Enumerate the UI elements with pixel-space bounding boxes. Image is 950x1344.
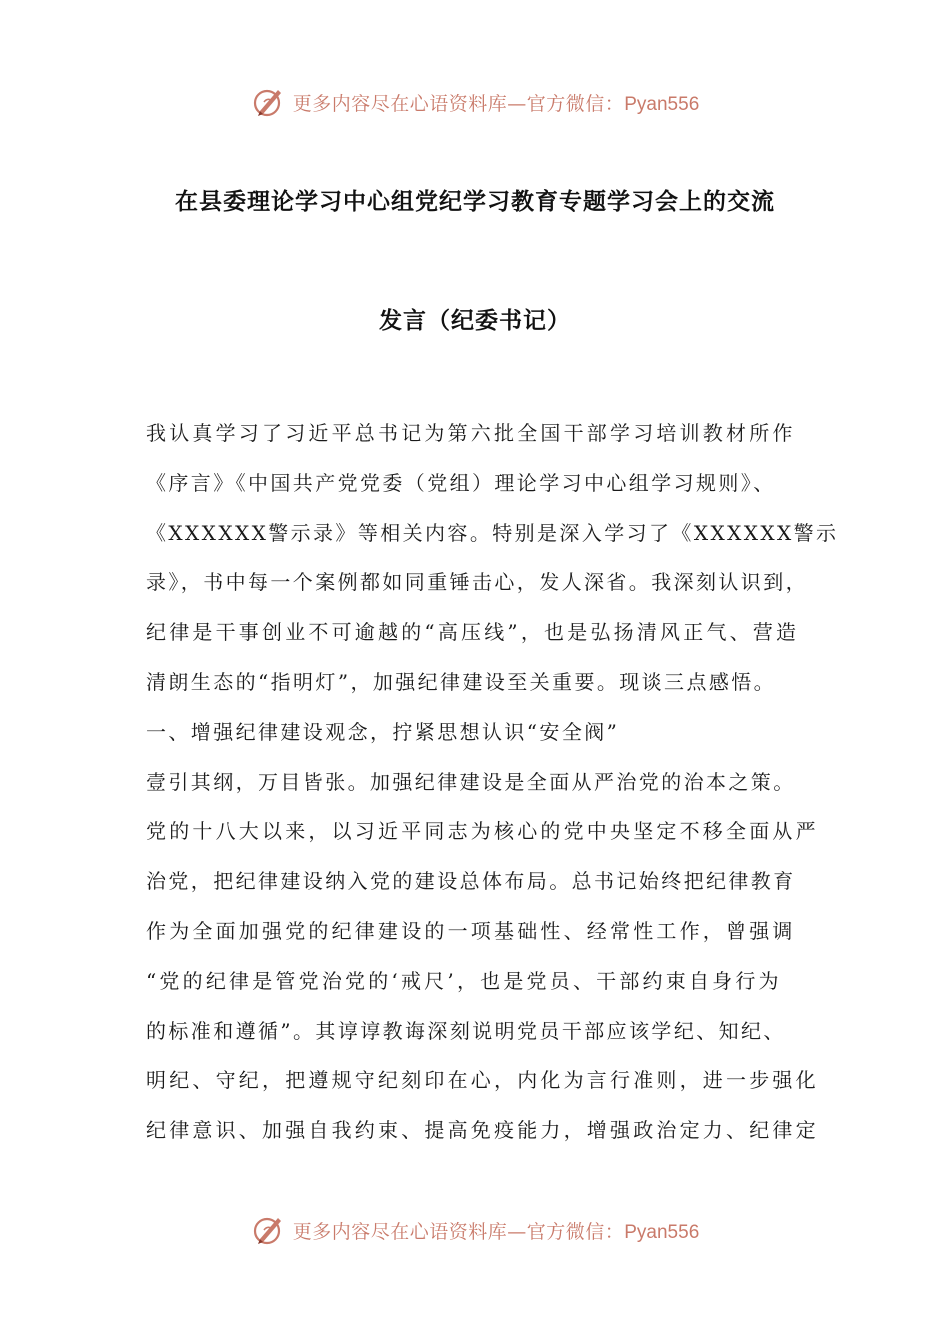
body-line: 纪律是干事创业不可逾越的“高压线”，也是弘扬清风正气、营造 — [146, 620, 800, 645]
body-line: 录》，书中每一个案例都如同重锤击心，发人深省。我深刻认识到， — [146, 570, 808, 595]
watermark-header — [0, 82, 950, 122]
body-line: 清朗生态的“指明灯”，加强纪律建设至关重要。现谈三点感悟。 — [146, 669, 777, 694]
body-line: 《XXXXXX警示录》等相关内容。特别是深入学习了《XXXXXX警示 — [146, 520, 839, 545]
body-line: 纪律意识、加强自我约束、提高免疫能力，增强政治定力、纪律定 — [146, 1118, 819, 1143]
body-line: 作为全面加强党的纪律建设的一项基础性、经常性工作，曾强调 — [146, 918, 796, 943]
body-line: 明纪、守纪，把遵规守纪刻印在心，内化为言行准则，进一步强化 — [146, 1068, 819, 1093]
watermark-text: 更多内容尽在心语资料库—官方微信：Pyan556 — [292, 1220, 700, 1243]
document-body — [146, 415, 839, 1162]
body-line: 《序言》《中国共产党党委（党组）理论学习中心组学习规则》、 — [146, 470, 776, 495]
section-heading: 一、增强纪律建设观念，拧紧思想认识“安全阀” — [146, 719, 620, 744]
document-title-line-2: 发言（纪委书记） — [379, 308, 571, 334]
body-line: 党的十八大以来，以习近平同志为核心的党中央坚定不移全面从严 — [146, 819, 819, 844]
body-line: 的标准和遵循”。其谆谆教诲深刻说明党员干部应该学纪、知纪、 — [146, 1018, 786, 1043]
body-line: 治党，把纪律建设纳入党的建设总体布局。总书记始终把纪律教育 — [146, 869, 796, 894]
pen-logo-icon — [251, 84, 287, 120]
body-line: 壹引其纲，万目皆张。加强纪律建设是全面从严治党的治本之策。 — [146, 769, 796, 794]
pen-logo-icon — [251, 1212, 287, 1248]
body-line: 我认真学习了习近平总书记为第六批全国干部学习培训教材所作 — [146, 421, 796, 445]
watermark-text: 更多内容尽在心语资料库—官方微信：Pyan556 — [292, 92, 700, 115]
document-title-line-1: 在县委理论学习中心组党纪学习教育专题学习会上的交流 — [175, 189, 775, 215]
watermark-footer — [0, 1210, 950, 1250]
body-line: “党的纪律是管党治党的‘戒尺’，也是党员、干部约束自身行为 — [146, 968, 782, 993]
